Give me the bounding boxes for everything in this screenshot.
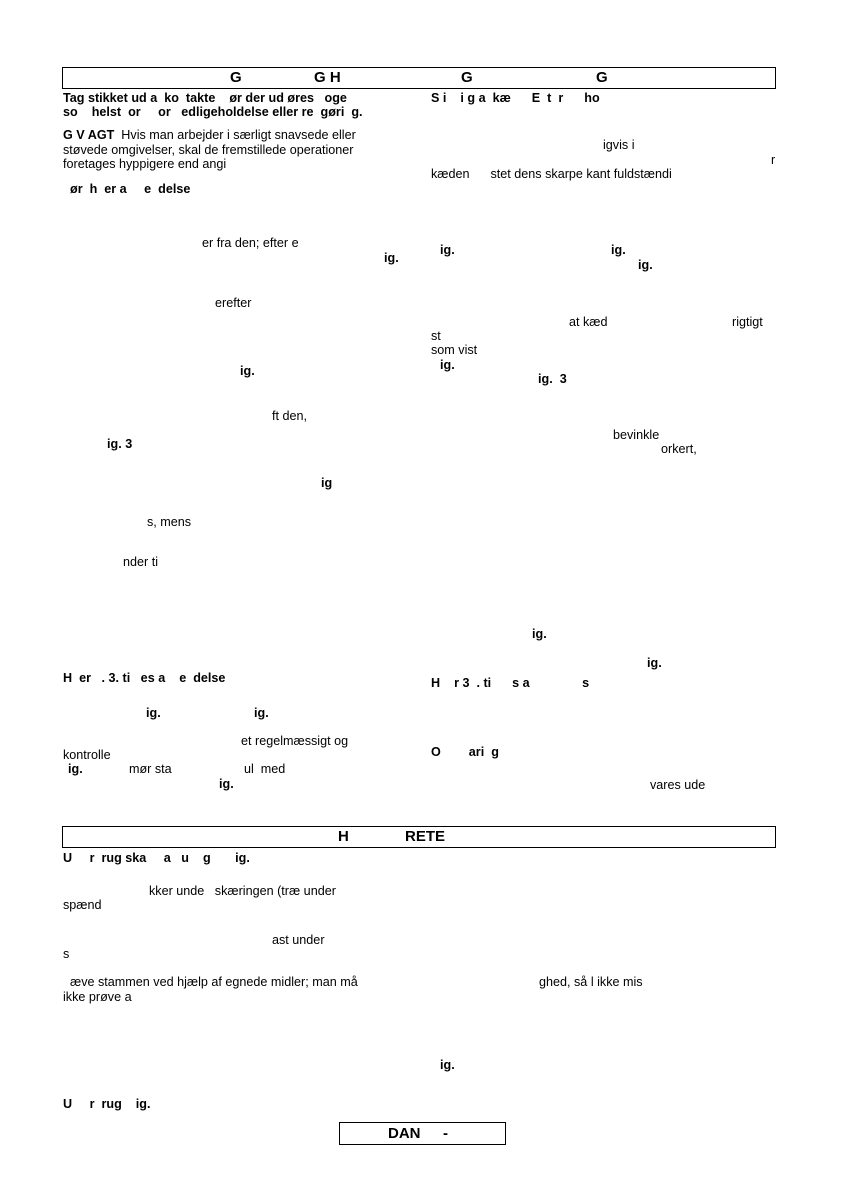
right-subhead3: O ari g <box>431 745 499 759</box>
fig-ref: ig. <box>611 243 626 257</box>
text-fragment: kker unde skæringen (træ under <box>149 884 336 898</box>
text-fragment: ghed, så l ikke mis <box>539 975 643 989</box>
text-fragment: nder ti <box>123 555 159 569</box>
text-fragment: ast under <box>272 933 325 947</box>
fig-ref: ig. <box>146 706 161 720</box>
left-heading-line1: Tag stikket ud a ko takte ør der ud øres oge <box>63 91 347 105</box>
text-fragment: orkert, <box>661 442 697 456</box>
section-header-bar <box>62 67 776 89</box>
fig-ref: ig. <box>440 1058 455 1072</box>
header-part: G <box>230 69 242 86</box>
fig-ref: ig. 3 <box>107 437 133 451</box>
text-fragment: kontrolle <box>63 748 111 762</box>
header-part: RETE <box>405 828 446 845</box>
text-fragment: mør sta <box>129 762 172 776</box>
warning-line2: støvede omgivelser, skal de fremstillede operationer <box>63 143 354 157</box>
text-fragment: ikke prøve a <box>63 990 132 1004</box>
left-bottom-heading2: U r rug ig. <box>63 1097 151 1111</box>
fig-ref: ig. <box>638 258 653 272</box>
text-fragment: vares ude <box>650 778 706 792</box>
fig-ref: ig. <box>384 251 399 265</box>
header-part: G H <box>314 69 341 86</box>
text-fragment: erefter <box>215 296 252 310</box>
footer-dash: - <box>443 1125 448 1142</box>
right-subhead2: H r 3 . ti s a s <box>431 676 590 690</box>
left-heading-line2: so helst or or edligeholdelse eller re gøri g. <box>63 105 363 119</box>
warning-line3: foretages hyppigere end angi <box>63 157 227 171</box>
page-footer-label <box>339 1122 506 1145</box>
text-fragment: æve stammen ved hjælp af egnede midler; man må <box>63 975 358 989</box>
fig-ref: ig. <box>532 627 547 641</box>
right-heading1: S i i g a kæ E t r ho <box>431 91 600 105</box>
text-fragment: kæden stet dens skarpe kant fuldstændi <box>431 167 672 181</box>
text-fragment: s, mens <box>147 515 192 529</box>
fig-ref: ig. <box>219 777 234 791</box>
text-fragment: ul med <box>244 762 286 776</box>
fig-ref: ig. <box>254 706 269 720</box>
fig-ref: ig. 3 <box>538 372 567 386</box>
text-fragment: bevinkle <box>613 428 660 442</box>
warning-line1 <box>63 128 356 142</box>
fig-ref: ig. <box>68 762 83 776</box>
text-fragment: rigtigt <box>732 315 763 329</box>
text-fragment: at kæd <box>569 315 608 329</box>
text-fragment: ft den, <box>272 409 308 423</box>
warning-text: Hvis man arbejder i særligt snavsede eller <box>114 128 356 142</box>
header-part: G <box>596 69 608 86</box>
fig-ref: ig. <box>647 656 662 670</box>
fig-ref: ig. <box>440 243 455 257</box>
text-fragment: igvis i <box>603 138 635 152</box>
text-fragment: s <box>63 947 70 961</box>
fig-ref: ig. <box>240 364 255 378</box>
fig-ref: ig. <box>440 358 455 372</box>
warning-label: G V AGT <box>63 128 115 142</box>
left-bottom-heading: U r rug ska a u g ig. <box>63 851 250 865</box>
fig-ref: ig <box>321 476 333 490</box>
left-subhead2: H er . 3. ti es a e delse <box>63 671 226 685</box>
text-fragment: st <box>431 329 441 343</box>
text-fragment: et regelmæssigt og <box>241 734 349 748</box>
text-fragment: spænd <box>63 898 102 912</box>
footer-lang: DAN <box>388 1125 421 1142</box>
header-part: H <box>338 828 349 845</box>
text-fragment: r <box>771 153 776 167</box>
section-header-bar-2 <box>62 826 776 848</box>
left-subhead1: ør h er a e delse <box>63 182 191 196</box>
text-fragment: er fra den; efter e <box>202 236 299 250</box>
header-part: G <box>461 69 473 86</box>
text-fragment: som vist <box>431 343 478 357</box>
